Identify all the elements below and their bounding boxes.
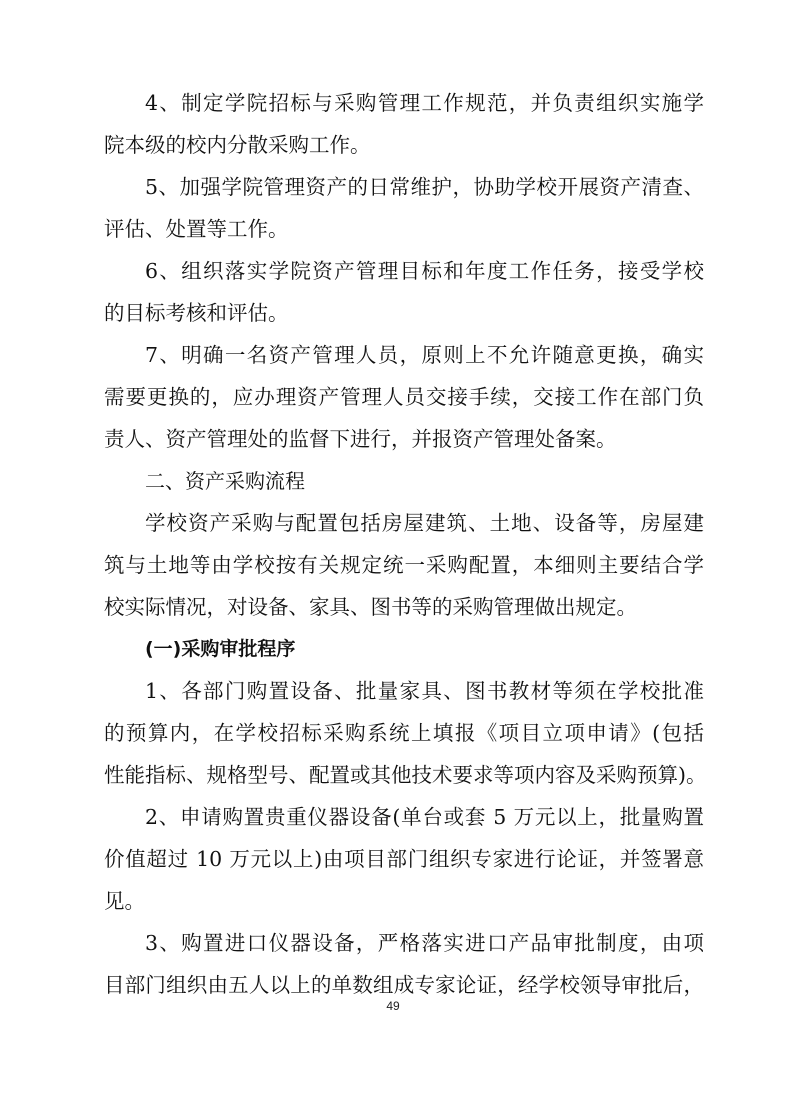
para-5-line-1: 5、加强学院管理资产的日常维护，协助学校开展资产清查、 <box>145 175 704 199</box>
para-7-line-3: 责人、资产管理处的监督下进行，并报资产管理处备案。 <box>104 427 617 451</box>
intro-line-1: 学校资产采购与配置包括房屋建筑、土地、设备等，房屋建 <box>145 511 704 535</box>
item-2-line-3: 见。 <box>104 889 145 913</box>
section-heading: 二、资产采购流程 <box>145 469 305 493</box>
item-1-line-2: 的预算内，在学校招标采购系统上填报《项目立项申请》(包括 <box>104 721 704 745</box>
item-2-line-1: 2、申请购置贵重仪器设备(单台或套 5 万元以上，批量购置 <box>145 805 704 829</box>
subsection-heading: (一)采购审批程序 <box>145 638 296 660</box>
item-1-line-1: 1、各部门购置设备、批量家具、图书教材等须在学校批准 <box>145 679 704 703</box>
item-3-line-1: 3、购置进口仪器设备，严格落实进口产品审批制度，由项 <box>145 931 704 955</box>
item-1-line-3: 性能指标、规格型号、配置或其他技术要求等项内容及采购预算)。 <box>104 763 707 787</box>
para-5-line-2: 评估、处置等工作。 <box>104 217 289 241</box>
para-6-line-1: 6、组织落实学院资产管理目标和年度工作任务，接受学校 <box>145 259 704 283</box>
page-number: 49 <box>386 999 400 1013</box>
para-4-line-1: 4、制定学院招标与采购管理工作规范，并负责组织实施学 <box>145 91 704 115</box>
intro-line-2: 筑与土地等由学校按有关规定统一采购配置，本细则主要结合学 <box>104 553 704 577</box>
item-2-line-2: 价值超过 10 万元以上)由项目部门组织专家进行论证，并签署意 <box>104 847 704 871</box>
para-7-line-1: 7、明确一名资产管理人员，原则上不允许随意更换，确实 <box>145 343 704 367</box>
item-3-line-2: 目部门组织由五人以上的单数组成专家论证，经学校领导审批后， <box>104 973 704 997</box>
para-7-line-2: 需要更换的，应办理资产管理人员交接手续，交接工作在部门负 <box>104 385 704 409</box>
intro-line-3: 校实际情况，对设备、家具、图书等的采购管理做出规定。 <box>104 595 637 619</box>
para-4-line-2: 院本级的校内分散采购工作。 <box>104 133 371 157</box>
para-6-line-2: 的目标考核和评估。 <box>104 301 289 325</box>
